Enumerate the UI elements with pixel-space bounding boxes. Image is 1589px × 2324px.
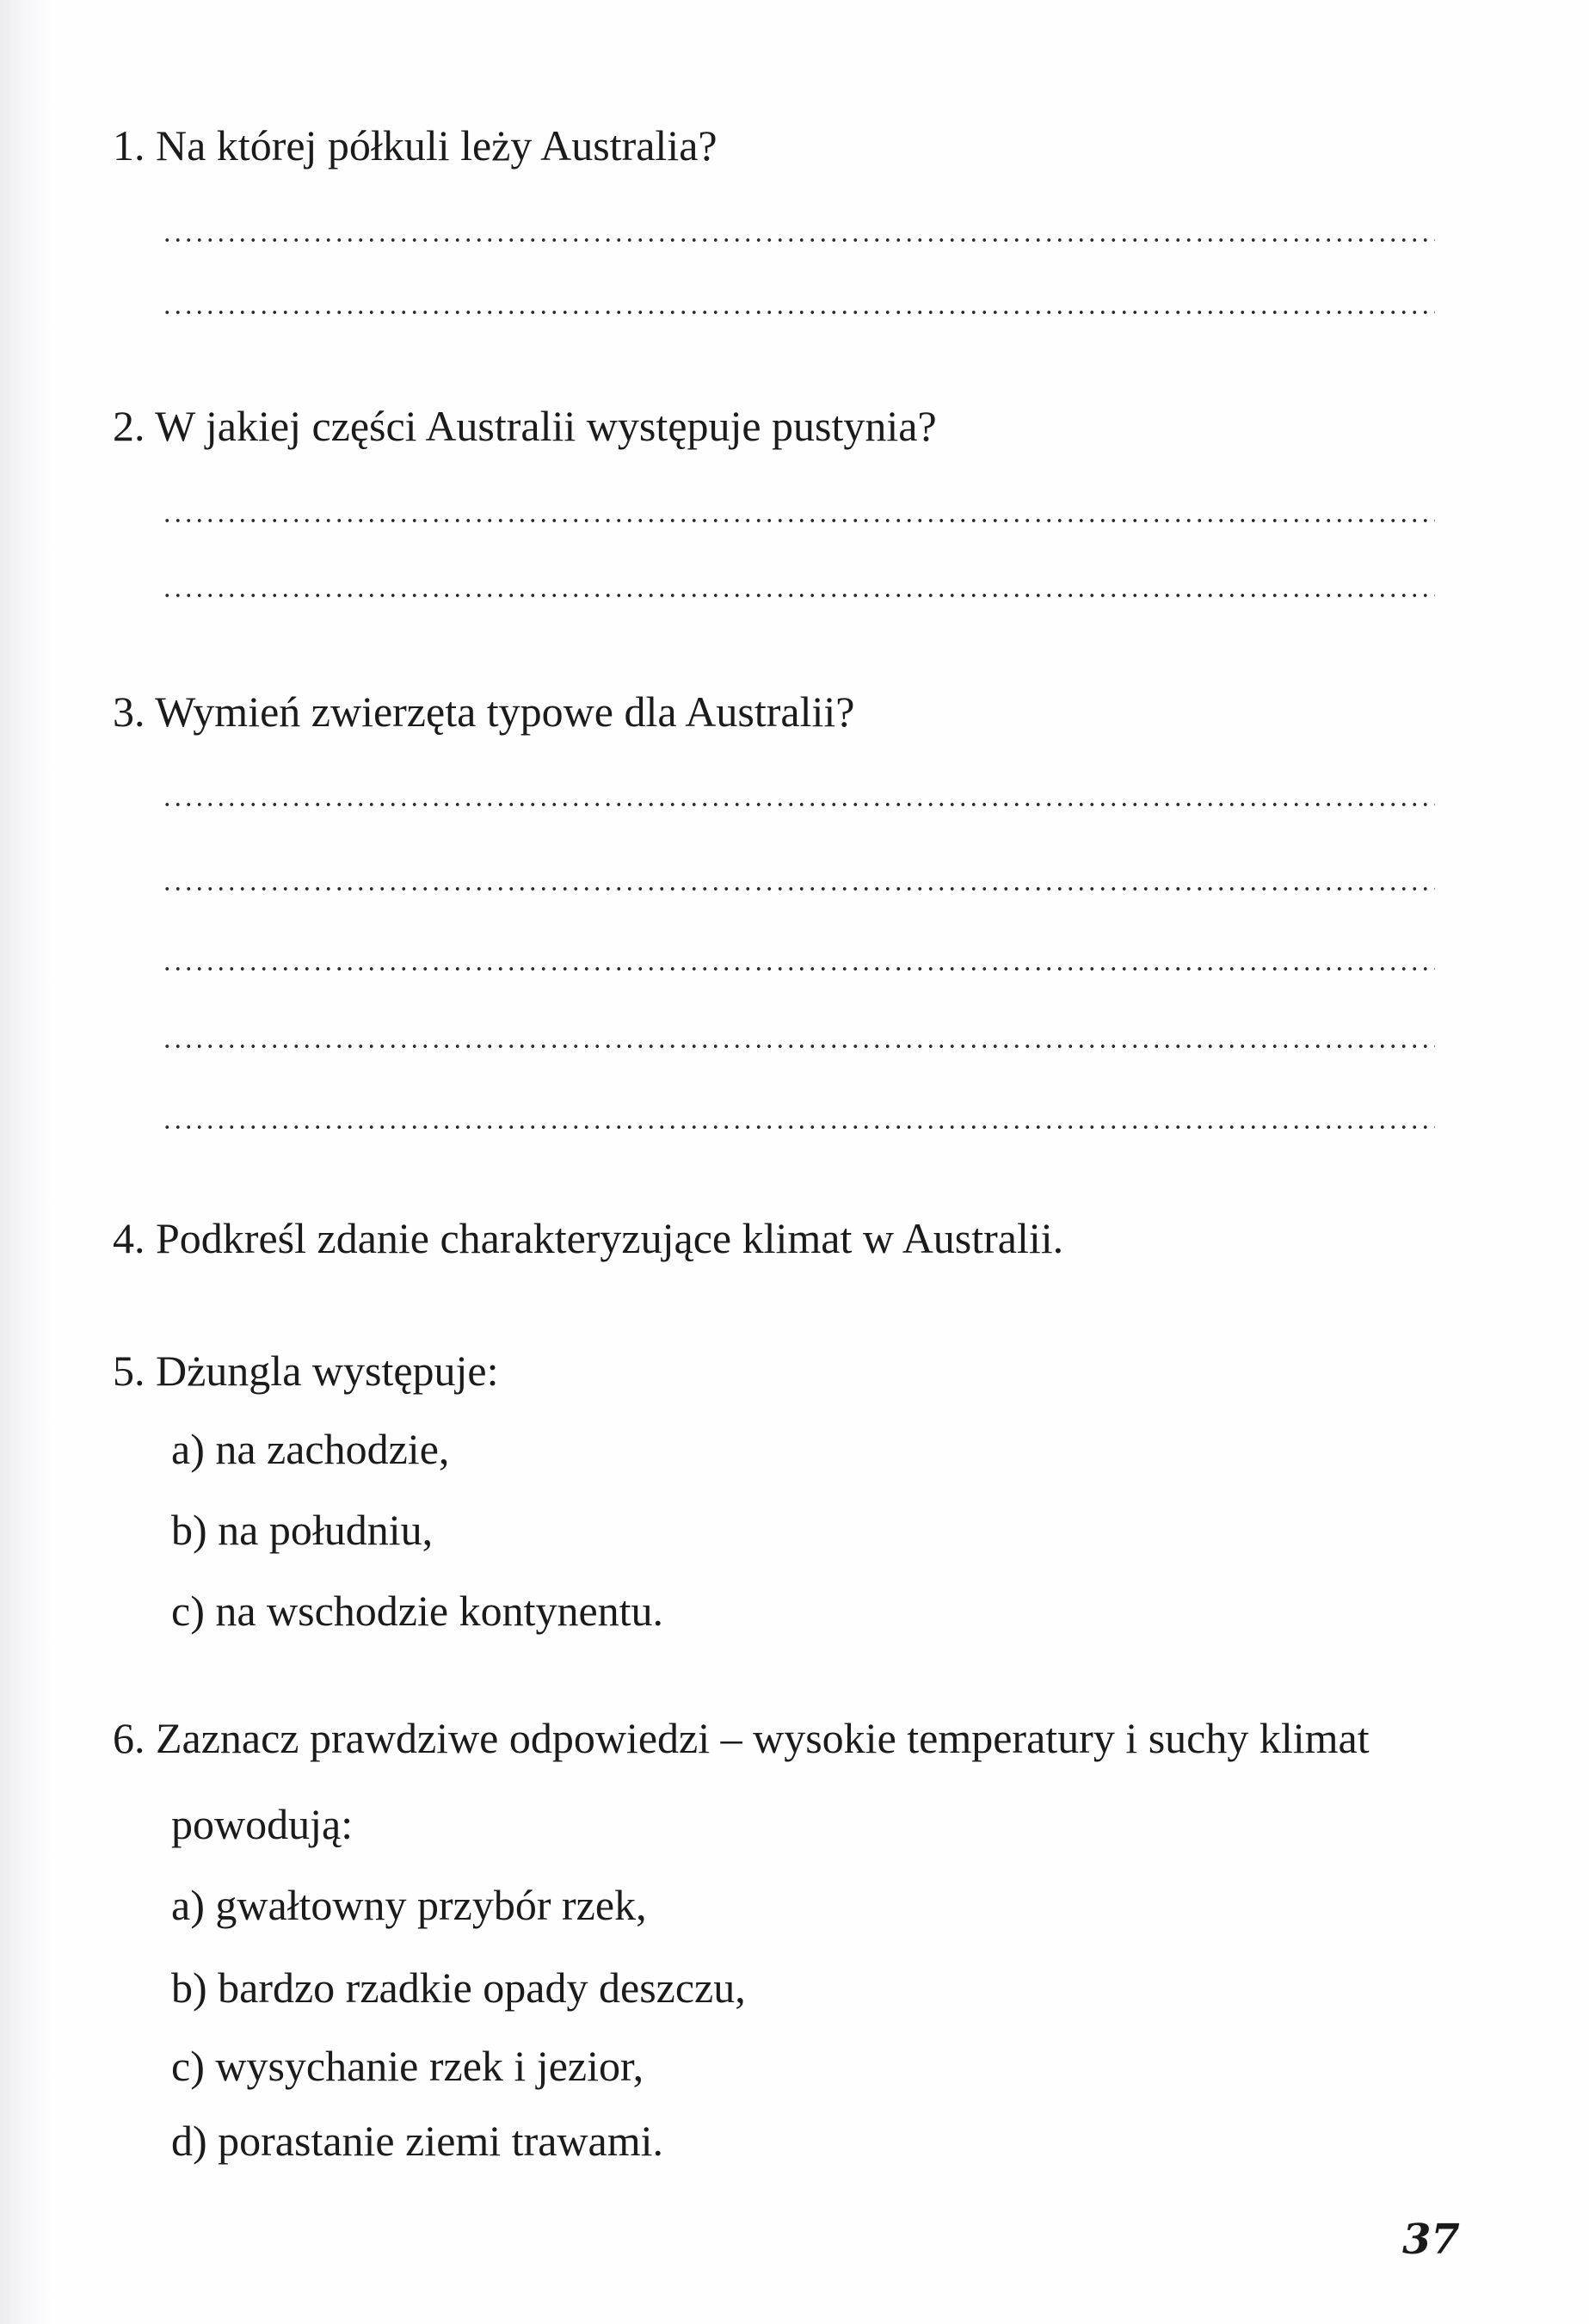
question-6 [113, 1712, 1370, 1764]
answer-option[interactable]: c) na wschodzie kontynentu. [171, 1587, 664, 1635]
question-text: Na której półkuli leży Australia? [156, 121, 718, 170]
answer-option[interactable]: c) wysychanie rzek i jezior, [171, 2042, 644, 2090]
answer-line[interactable] [162, 1044, 1435, 1049]
page-number: 37 [1402, 2216, 1460, 2264]
answer-line[interactable] [162, 966, 1435, 971]
answer-line[interactable] [162, 237, 1435, 243]
question-2 [113, 400, 937, 452]
question-number: 6. [113, 1714, 145, 1762]
question-text: Dżungla występuje: [156, 1347, 499, 1395]
answer-option[interactable]: b) na południu, [171, 1506, 434, 1554]
question-text: Podkreśl zdanie charakteryzujące klimat w Australii. [156, 1214, 1064, 1262]
question-text: W jakiej części Australii występuje pustynia? [155, 402, 937, 450]
question-text: Zaznacz prawdziwe odpowiedzi – wysokie temperatury i suchy klimat [156, 1714, 1370, 1762]
question-text: Wymień zwierzęta typowe dla Australii? [155, 687, 855, 736]
question-number: 5. [113, 1347, 145, 1395]
answer-line[interactable] [162, 593, 1435, 598]
question-text-continued: powodują: [171, 1800, 354, 1848]
answer-option[interactable]: b) bardzo rzadkie opady deszczu, [171, 1963, 746, 2012]
answer-option[interactable]: a) na zachodzie, [171, 1425, 450, 1473]
answer-option[interactable]: d) porastanie ziemi trawami. [171, 2117, 663, 2165]
question-3 [113, 686, 854, 737]
answer-line[interactable] [162, 1125, 1435, 1130]
page-edge-shadow [0, 0, 52, 2324]
answer-line[interactable] [162, 886, 1435, 891]
answer-option[interactable]: a) gwałtowny przybór rzek, [171, 1881, 647, 1929]
question-4 [113, 1212, 1063, 1264]
question-number: 2. [113, 402, 145, 450]
question-5 [113, 1345, 499, 1396]
question-number: 1. [113, 121, 145, 170]
answer-line[interactable] [162, 802, 1435, 807]
answer-line[interactable] [162, 310, 1435, 315]
question-number: 4. [113, 1214, 145, 1262]
answer-line[interactable] [162, 518, 1435, 523]
question-1 [113, 120, 718, 171]
question-number: 3. [113, 687, 145, 736]
